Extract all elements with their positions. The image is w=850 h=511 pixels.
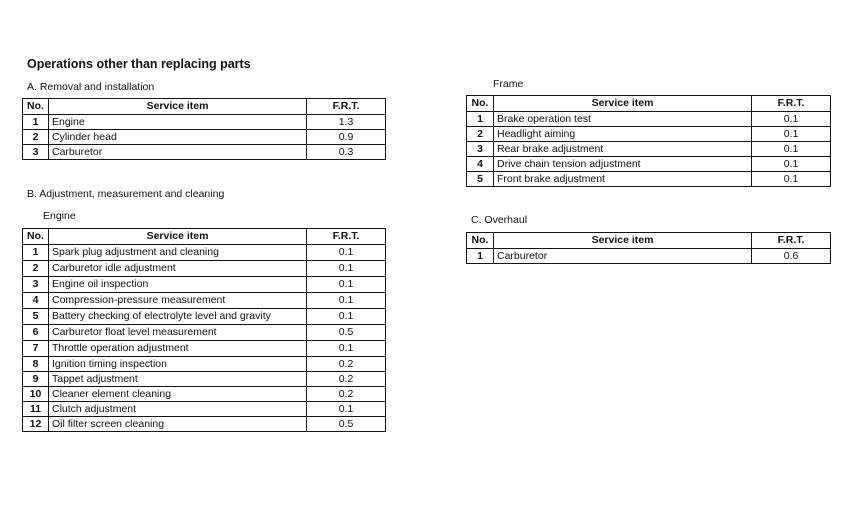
row-frt: 0.1	[752, 127, 831, 142]
row-frt: 0.6	[752, 249, 831, 264]
table-row	[23, 402, 386, 417]
row-no: 2	[23, 261, 49, 277]
row-frt: 0.1	[752, 142, 831, 157]
row-service-item: Rear brake adjustment	[494, 142, 752, 157]
row-no: 11	[23, 402, 49, 417]
row-no: 1	[467, 249, 494, 264]
row-no: 6	[23, 325, 49, 341]
row-frt: 0.2	[307, 387, 386, 402]
row-service-item: Front brake adjustment	[494, 172, 752, 187]
table-row	[23, 417, 386, 432]
overhaul-table	[466, 232, 831, 264]
row-no: 2	[23, 130, 49, 145]
table-row	[23, 341, 386, 357]
table-row	[467, 112, 831, 127]
row-service-item: Carburetor	[494, 249, 752, 264]
table-row	[23, 387, 386, 402]
row-frt: 0.1	[307, 293, 386, 309]
table-row	[23, 309, 386, 325]
row-frt: 0.1	[307, 261, 386, 277]
row-frt: 0.1	[752, 172, 831, 187]
row-no: 10	[23, 387, 49, 402]
col-header-no: No.	[467, 96, 494, 112]
frame-subsection-label: Frame	[493, 78, 524, 90]
row-no: 2	[467, 127, 494, 142]
page-title: Operations other than replacing parts	[27, 57, 251, 71]
row-frt: 0.1	[307, 245, 386, 261]
row-no: 12	[23, 417, 49, 432]
row-service-item: Brake operation test	[494, 112, 752, 127]
row-service-item: Carburetor idle adjustment	[49, 261, 307, 277]
table-row	[23, 325, 386, 341]
col-header-service-item: Service item	[494, 96, 752, 112]
removal-installation-table	[22, 98, 386, 160]
table-row	[467, 249, 831, 264]
col-header-service-item: Service item	[49, 99, 307, 115]
row-service-item: Headlight aiming	[494, 127, 752, 142]
section-c-label: C. Overhaul	[471, 214, 528, 226]
table-row	[467, 157, 831, 172]
row-frt: 0.1	[307, 341, 386, 357]
row-service-item: Throttle operation adjustment	[49, 341, 307, 357]
col-header-frt: F.R.T.	[307, 99, 386, 115]
table-row	[23, 115, 386, 130]
row-frt: 0.2	[307, 357, 386, 372]
row-service-item: Cleaner element cleaning	[49, 387, 307, 402]
table-row	[467, 142, 831, 157]
row-service-item: Engine	[49, 115, 307, 130]
col-header-frt: F.R.T.	[307, 229, 386, 245]
col-header-frt: F.R.T.	[752, 96, 831, 112]
col-header-service-item: Service item	[49, 229, 307, 245]
table-row	[23, 245, 386, 261]
row-frt: 0.2	[307, 372, 386, 387]
row-no: 3	[467, 142, 494, 157]
table-row	[23, 130, 386, 145]
table-row	[467, 127, 831, 142]
col-header-no: No.	[23, 99, 49, 115]
row-no: 4	[23, 293, 49, 309]
row-service-item: Carburetor	[49, 145, 307, 160]
section-a-label: A. Removal and installation	[27, 81, 155, 93]
row-no: 1	[23, 115, 49, 130]
table-row	[23, 277, 386, 293]
row-service-item: Spark plug adjustment and cleaning	[49, 245, 307, 261]
table-row	[23, 357, 386, 372]
col-header-frt: F.R.T.	[752, 233, 831, 249]
row-service-item: Engine oil inspection	[49, 277, 307, 293]
row-service-item: Battery checking of electrolyte level and gravity	[49, 309, 307, 325]
row-service-item: Tappet adjustment	[49, 372, 307, 387]
col-header-service-item: Service item	[494, 233, 752, 249]
table-row	[23, 261, 386, 277]
table-row	[23, 293, 386, 309]
table-row	[23, 372, 386, 387]
row-no: 8	[23, 357, 49, 372]
engine-adjustment-table	[22, 228, 386, 432]
row-no: 4	[467, 157, 494, 172]
row-service-item: Drive chain tension adjustment	[494, 157, 752, 172]
row-frt: 0.1	[307, 402, 386, 417]
frame-adjustment-table	[466, 95, 831, 187]
row-service-item: Oil filter screen cleaning	[49, 417, 307, 432]
row-frt: 0.1	[752, 112, 831, 127]
row-no: 5	[467, 172, 494, 187]
row-frt: 0.1	[307, 309, 386, 325]
row-no: 5	[23, 309, 49, 325]
row-no: 1	[23, 245, 49, 261]
row-no: 1	[467, 112, 494, 127]
table-row	[23, 145, 386, 160]
row-no: 7	[23, 341, 49, 357]
row-frt: 0.3	[307, 145, 386, 160]
col-header-no: No.	[23, 229, 49, 245]
row-frt: 0.1	[307, 277, 386, 293]
row-frt: 0.5	[307, 417, 386, 432]
row-no: 3	[23, 277, 49, 293]
row-service-item: Compression-pressure measurement	[49, 293, 307, 309]
row-no: 3	[23, 145, 49, 160]
engine-subsection-label: Engine	[43, 210, 76, 222]
col-header-no: No.	[467, 233, 494, 249]
row-service-item: Clutch adjustment	[49, 402, 307, 417]
section-b-label: B. Adjustment, measurement and cleaning	[27, 188, 225, 200]
row-service-item: Cylinder head	[49, 130, 307, 145]
row-frt: 0.1	[752, 157, 831, 172]
row-service-item: Ignition timing inspection	[49, 357, 307, 372]
table-row	[467, 172, 831, 187]
row-frt: 0.9	[307, 130, 386, 145]
row-no: 9	[23, 372, 49, 387]
row-service-item: Carburetor float level measurement	[49, 325, 307, 341]
row-frt: 0.5	[307, 325, 386, 341]
row-frt: 1.3	[307, 115, 386, 130]
